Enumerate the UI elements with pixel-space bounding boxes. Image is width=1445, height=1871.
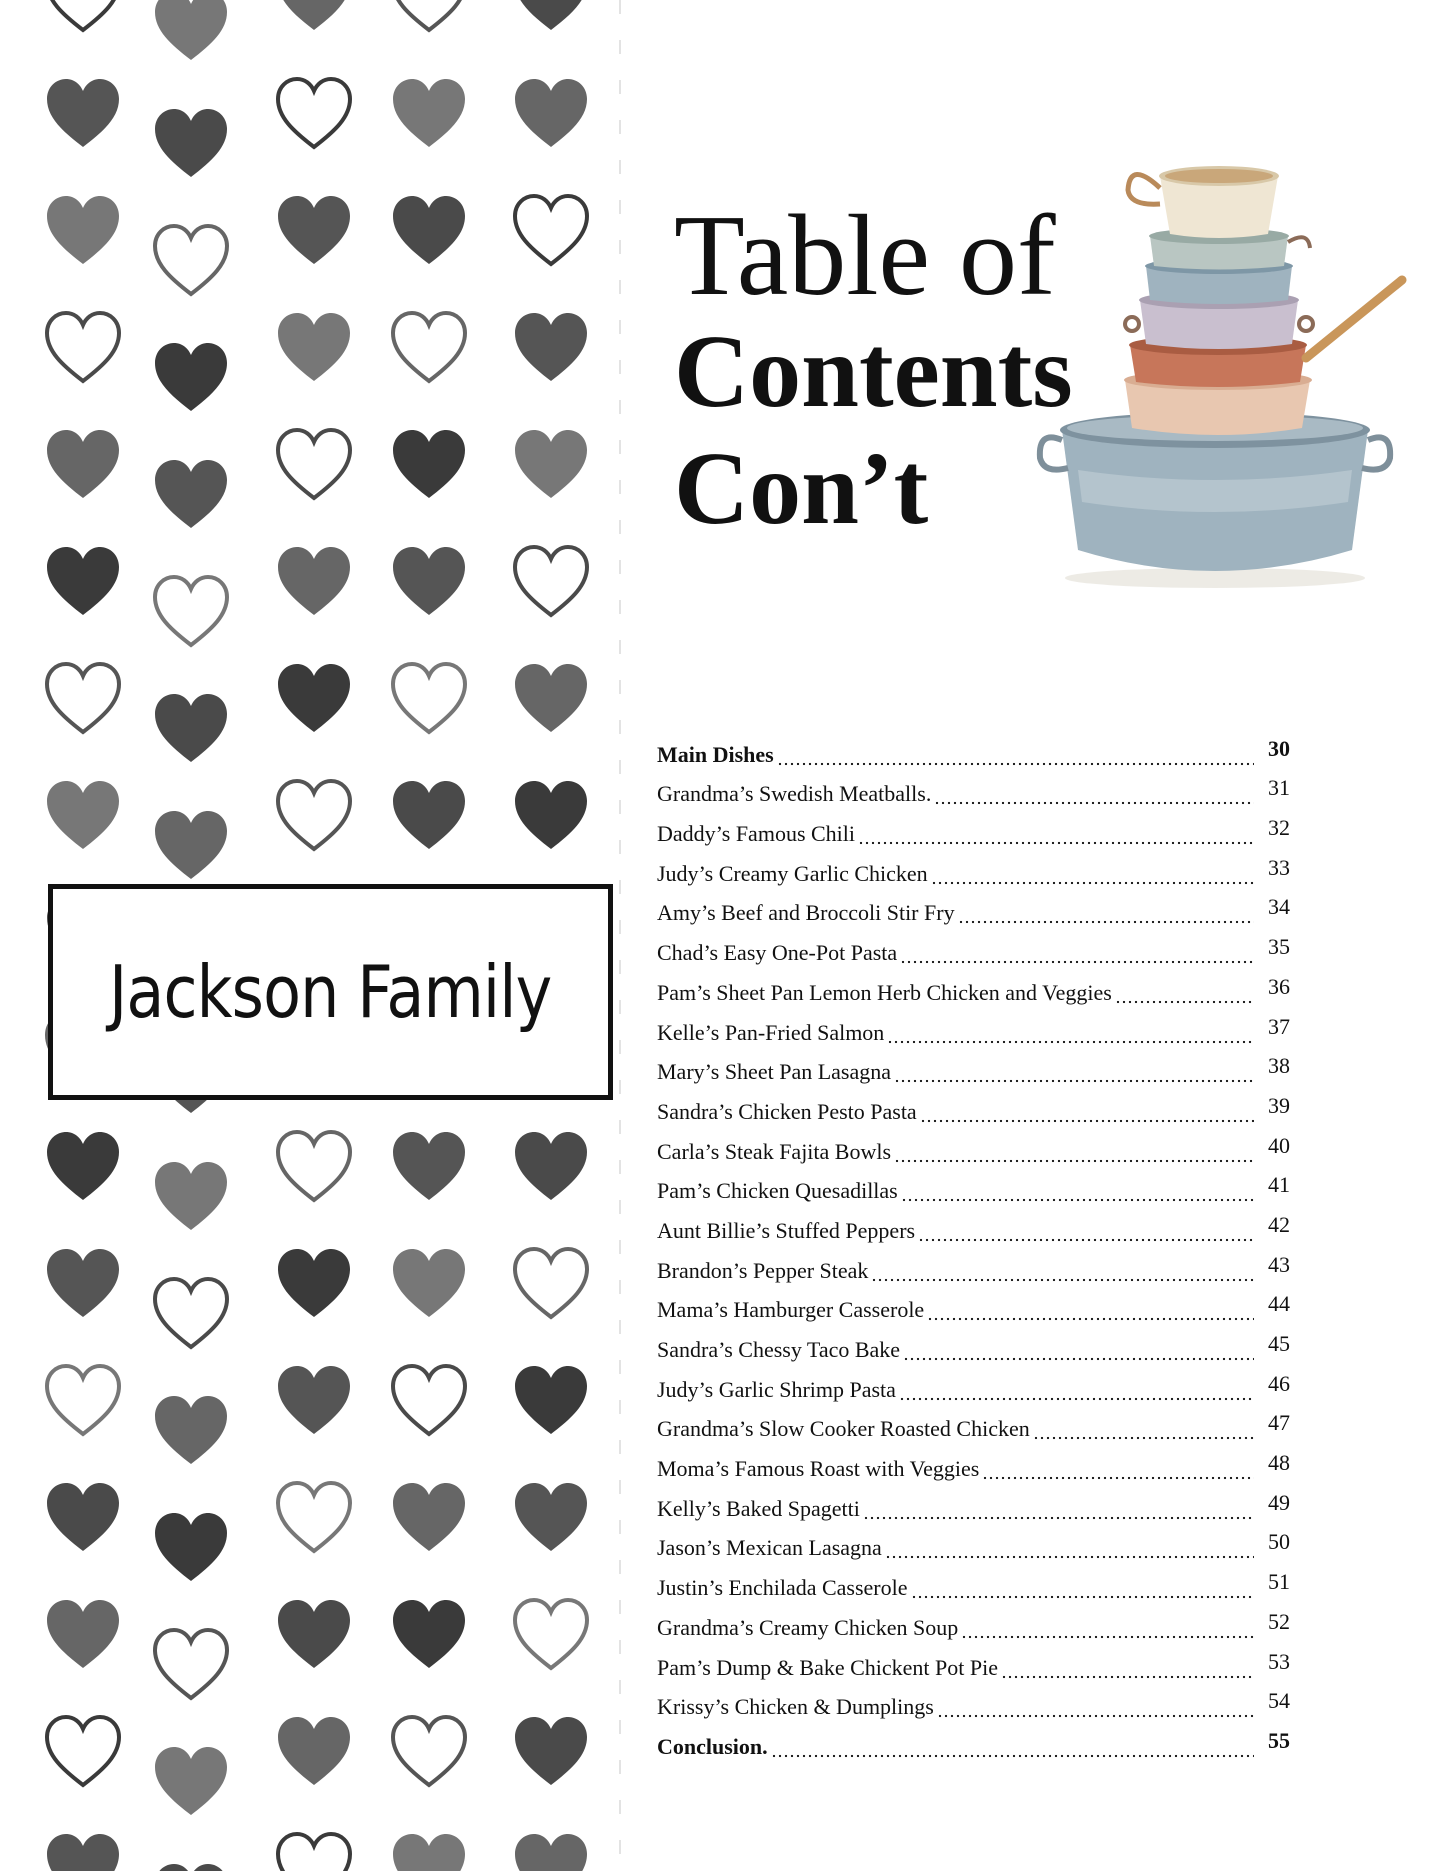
title-line-2: Contents bbox=[674, 314, 1073, 429]
toc-entry bbox=[657, 926, 1290, 966]
toc-entry-title: Grandma’s Swedish Meatballs. bbox=[657, 781, 932, 807]
heart-icon bbox=[44, 194, 122, 268]
dot-leader bbox=[937, 1694, 1254, 1720]
heart-icon bbox=[44, 1715, 122, 1789]
dot-leader bbox=[934, 781, 1254, 807]
heart-icon bbox=[152, 1394, 230, 1468]
toc-entry-title: Main Dishes bbox=[657, 741, 774, 767]
panel-divider bbox=[619, 0, 621, 1871]
heart-icon bbox=[512, 311, 590, 385]
toc-entry-page: 50 bbox=[1268, 1529, 1290, 1555]
heart-icon bbox=[512, 77, 590, 151]
toc-entry-title: Mary’s Sheet Pan Lasagna bbox=[657, 1059, 891, 1085]
toc-entry-title: Pam’s Chicken Quesadillas bbox=[657, 1178, 898, 1204]
toc-entry-title: Moma’s Famous Roast with Veggies bbox=[657, 1456, 980, 1482]
heart-icon bbox=[512, 545, 590, 619]
heart-icon bbox=[390, 194, 468, 268]
dot-leader bbox=[899, 1377, 1254, 1403]
toc-entry-page: 53 bbox=[1268, 1648, 1290, 1674]
dot-leader bbox=[920, 1099, 1254, 1125]
family-name: Jackson Family bbox=[109, 950, 552, 1034]
dot-leader bbox=[871, 1258, 1254, 1284]
toc-entry-page: 40 bbox=[1268, 1132, 1290, 1158]
heart-icon bbox=[44, 311, 122, 385]
toc-entry-page: 39 bbox=[1268, 1092, 1290, 1118]
heart-icon bbox=[512, 1130, 590, 1204]
heart-icon bbox=[512, 1832, 590, 1871]
heart-icon bbox=[44, 545, 122, 619]
heart-icon bbox=[152, 1628, 230, 1702]
heart-icon bbox=[44, 1247, 122, 1321]
family-name-box bbox=[48, 884, 613, 1100]
heart-icon bbox=[275, 545, 353, 619]
toc-entry bbox=[657, 1284, 1290, 1324]
heart-icon bbox=[512, 1598, 590, 1672]
dot-leader bbox=[982, 1456, 1254, 1482]
toc-entry bbox=[657, 1482, 1290, 1522]
heart-icon bbox=[390, 545, 468, 619]
dot-leader bbox=[931, 861, 1254, 887]
toc-entry bbox=[657, 1165, 1290, 1205]
toc-entry-title: Conclusion. bbox=[657, 1733, 768, 1759]
heart-icon bbox=[390, 779, 468, 853]
toc-entry-page: 46 bbox=[1268, 1370, 1290, 1396]
toc-entry bbox=[657, 1363, 1290, 1403]
toc-entry bbox=[657, 807, 1290, 847]
toc-entry-page: 51 bbox=[1268, 1569, 1290, 1595]
dot-leader bbox=[903, 1337, 1254, 1363]
heart-icon bbox=[390, 77, 468, 151]
heart-icon bbox=[390, 1364, 468, 1438]
toc-entry-page: 43 bbox=[1268, 1251, 1290, 1277]
dot-leader bbox=[918, 1218, 1254, 1244]
heart-icon bbox=[152, 1277, 230, 1351]
toc-entry-title: Justin’s Enchilada Casserole bbox=[657, 1575, 908, 1601]
dot-leader bbox=[885, 1535, 1254, 1561]
heart-icon bbox=[275, 1715, 353, 1789]
heart-icon bbox=[275, 1598, 353, 1672]
heart-icon bbox=[275, 194, 353, 268]
heart-icon bbox=[275, 0, 353, 34]
toc-entry bbox=[657, 1085, 1290, 1125]
toc-entry-title: Kelly’s Baked Spagetti bbox=[657, 1495, 860, 1521]
toc-entry-page: 41 bbox=[1268, 1172, 1290, 1198]
heart-icon bbox=[44, 428, 122, 502]
dot-leader bbox=[1001, 1655, 1254, 1681]
heart-icon bbox=[390, 1130, 468, 1204]
dot-leader bbox=[771, 1734, 1254, 1760]
dot-leader bbox=[900, 940, 1254, 966]
heart-icon bbox=[512, 1364, 590, 1438]
dot-leader bbox=[894, 1059, 1254, 1085]
dot-leader bbox=[1033, 1416, 1254, 1442]
heart-icon bbox=[390, 0, 468, 34]
heart-icon bbox=[152, 1745, 230, 1819]
heart-icon bbox=[152, 1511, 230, 1585]
heart-icon bbox=[390, 1481, 468, 1555]
toc-entry-title: Chad’s Easy One-Pot Pasta bbox=[657, 940, 898, 966]
heart-icon bbox=[44, 77, 122, 151]
heart-icon bbox=[44, 1130, 122, 1204]
toc-entry-page: 55 bbox=[1268, 1727, 1290, 1753]
dot-leader bbox=[961, 1615, 1254, 1641]
title-line-3: Con’t bbox=[674, 431, 929, 546]
toc-entry bbox=[657, 1125, 1290, 1165]
toc-entry bbox=[657, 1442, 1290, 1482]
toc-entry-page: 33 bbox=[1268, 854, 1290, 880]
title-line-1: Table of bbox=[674, 192, 1056, 320]
heart-icon bbox=[275, 311, 353, 385]
dot-leader bbox=[927, 1297, 1254, 1323]
heart-icon bbox=[275, 428, 353, 502]
heart-icon bbox=[152, 809, 230, 883]
toc-entry-title: Sandra’s Chicken Pesto Pasta bbox=[657, 1098, 917, 1124]
toc-entry bbox=[657, 1601, 1290, 1641]
heart-icon bbox=[275, 1832, 353, 1871]
toc-entry bbox=[657, 887, 1290, 927]
toc-entry-title: Grandma’s Slow Cooker Roasted Chicken bbox=[657, 1416, 1030, 1442]
heart-icon bbox=[275, 77, 353, 151]
toc-section-heading bbox=[657, 1720, 1290, 1760]
toc-entry-page: 31 bbox=[1268, 775, 1290, 801]
toc-entry-title: Sandra’s Chessy Taco Bake bbox=[657, 1337, 901, 1362]
toc-entry bbox=[657, 1046, 1290, 1086]
heart-icon bbox=[275, 1481, 353, 1555]
toc-entry bbox=[657, 768, 1290, 808]
heart-pattern-panel bbox=[0, 0, 618, 1871]
toc-entry-page: 42 bbox=[1268, 1211, 1290, 1237]
dot-leader bbox=[901, 1178, 1254, 1204]
dot-leader bbox=[887, 1020, 1254, 1046]
toc-entry-page: 37 bbox=[1268, 1013, 1290, 1039]
toc-entry-title: Daddy’s Famous Chili bbox=[657, 821, 856, 847]
toc-entry-page: 49 bbox=[1268, 1489, 1290, 1515]
heart-icon bbox=[152, 341, 230, 415]
toc-entry bbox=[657, 966, 1290, 1006]
toc-entry-title: Pam’s Sheet Pan Lemon Herb Chicken and Veggies bbox=[657, 979, 1112, 1005]
toc-entry bbox=[657, 1561, 1290, 1601]
toc-entry bbox=[657, 1244, 1290, 1284]
toc-section-heading bbox=[657, 728, 1290, 768]
heart-icon bbox=[152, 1160, 230, 1234]
dot-leader bbox=[958, 900, 1254, 926]
toc-entry-page: 34 bbox=[1268, 894, 1290, 920]
toc-entry-page: 38 bbox=[1268, 1053, 1290, 1079]
heart-icon bbox=[390, 662, 468, 736]
toc-entry-page: 47 bbox=[1268, 1410, 1290, 1436]
heart-icon bbox=[512, 1247, 590, 1321]
dot-leader bbox=[894, 1139, 1254, 1165]
toc-entry-page: 30 bbox=[1268, 735, 1290, 761]
heart-icon bbox=[275, 662, 353, 736]
stacked-pots-illustration bbox=[1010, 130, 1420, 590]
heart-icon bbox=[152, 458, 230, 532]
toc-entry-page: 54 bbox=[1268, 1688, 1290, 1714]
heart-icon bbox=[152, 224, 230, 298]
dot-leader bbox=[777, 742, 1254, 768]
heart-icon bbox=[390, 1598, 468, 1672]
heart-icon bbox=[275, 1247, 353, 1321]
heart-icon bbox=[275, 779, 353, 853]
toc-entry-title: Mama’s Hamburger Casserole bbox=[657, 1297, 925, 1323]
heart-icon bbox=[152, 107, 230, 181]
heart-icon bbox=[390, 1832, 468, 1871]
heart-icon bbox=[44, 662, 122, 736]
toc-entry bbox=[657, 1641, 1290, 1681]
toc-entry-title: Carla’s Steak Fajita Bowls bbox=[657, 1138, 892, 1164]
dot-leader bbox=[911, 1575, 1254, 1601]
toc-entry-title: Pam’s Dump & Bake Chickent Pot Pie bbox=[657, 1654, 998, 1680]
heart-icon bbox=[512, 1481, 590, 1555]
heart-icon bbox=[512, 0, 590, 34]
toc-entry bbox=[657, 1522, 1290, 1562]
toc-entry-title: Kelle’s Pan-Fried Salmon bbox=[657, 1019, 885, 1045]
table-of-contents bbox=[657, 728, 1290, 1760]
toc-entry bbox=[657, 1323, 1290, 1363]
toc-entry-title: Krissy’s Chicken & Dumplings bbox=[657, 1694, 934, 1720]
heart-icon bbox=[390, 428, 468, 502]
heart-icon bbox=[44, 1598, 122, 1672]
heart-icon bbox=[44, 779, 122, 853]
toc-entry bbox=[657, 847, 1290, 887]
heart-icon bbox=[390, 311, 468, 385]
toc-entry-title: Grandma’s Creamy Chicken Soup bbox=[657, 1614, 959, 1640]
heart-icon bbox=[44, 1481, 122, 1555]
heart-icon bbox=[44, 1364, 122, 1438]
heart-icon bbox=[275, 1364, 353, 1438]
heart-icon bbox=[44, 0, 122, 34]
toc-entry-title: Jason’s Mexican Lasagna bbox=[657, 1535, 882, 1561]
toc-entry bbox=[657, 1006, 1290, 1046]
toc-entry-title: Judy’s Garlic Shrimp Pasta bbox=[657, 1376, 896, 1402]
toc-entry-page: 36 bbox=[1268, 973, 1290, 999]
heart-icon bbox=[390, 1715, 468, 1789]
toc-entry-page: 52 bbox=[1268, 1608, 1290, 1634]
toc-entry-title: Aunt Billie’s Stuffed Peppers bbox=[657, 1217, 916, 1243]
heart-icon bbox=[512, 779, 590, 853]
heart-icon bbox=[275, 1130, 353, 1204]
heart-icon bbox=[152, 0, 230, 64]
dot-leader bbox=[863, 1496, 1254, 1522]
toc-entry-page: 44 bbox=[1268, 1291, 1290, 1317]
dot-leader bbox=[858, 821, 1254, 847]
toc-entry-page: 45 bbox=[1268, 1331, 1290, 1356]
heart-icon bbox=[152, 692, 230, 766]
toc-entry-page: 32 bbox=[1268, 815, 1290, 841]
heart-icon bbox=[512, 1715, 590, 1789]
toc-entry bbox=[657, 1681, 1290, 1721]
heart-icon bbox=[44, 1832, 122, 1871]
toc-entry-title: Amy’s Beef and Broccoli Stir Fry bbox=[657, 900, 955, 926]
toc-entry-page: 48 bbox=[1268, 1450, 1290, 1476]
heart-icon bbox=[390, 1247, 468, 1321]
toc-entry-page: 35 bbox=[1268, 934, 1290, 960]
toc-entry bbox=[657, 1204, 1290, 1244]
toc-entry-title: Brandon’s Pepper Steak bbox=[657, 1257, 869, 1283]
dot-leader bbox=[1115, 980, 1254, 1006]
heart-icon bbox=[152, 575, 230, 649]
heart-icon bbox=[512, 428, 590, 502]
heart-icon bbox=[152, 1862, 230, 1871]
heart-icon bbox=[512, 662, 590, 736]
toc-entry bbox=[657, 1403, 1290, 1443]
heart-icon bbox=[512, 194, 590, 268]
toc-entry-title: Judy’s Creamy Garlic Chicken bbox=[657, 860, 928, 886]
